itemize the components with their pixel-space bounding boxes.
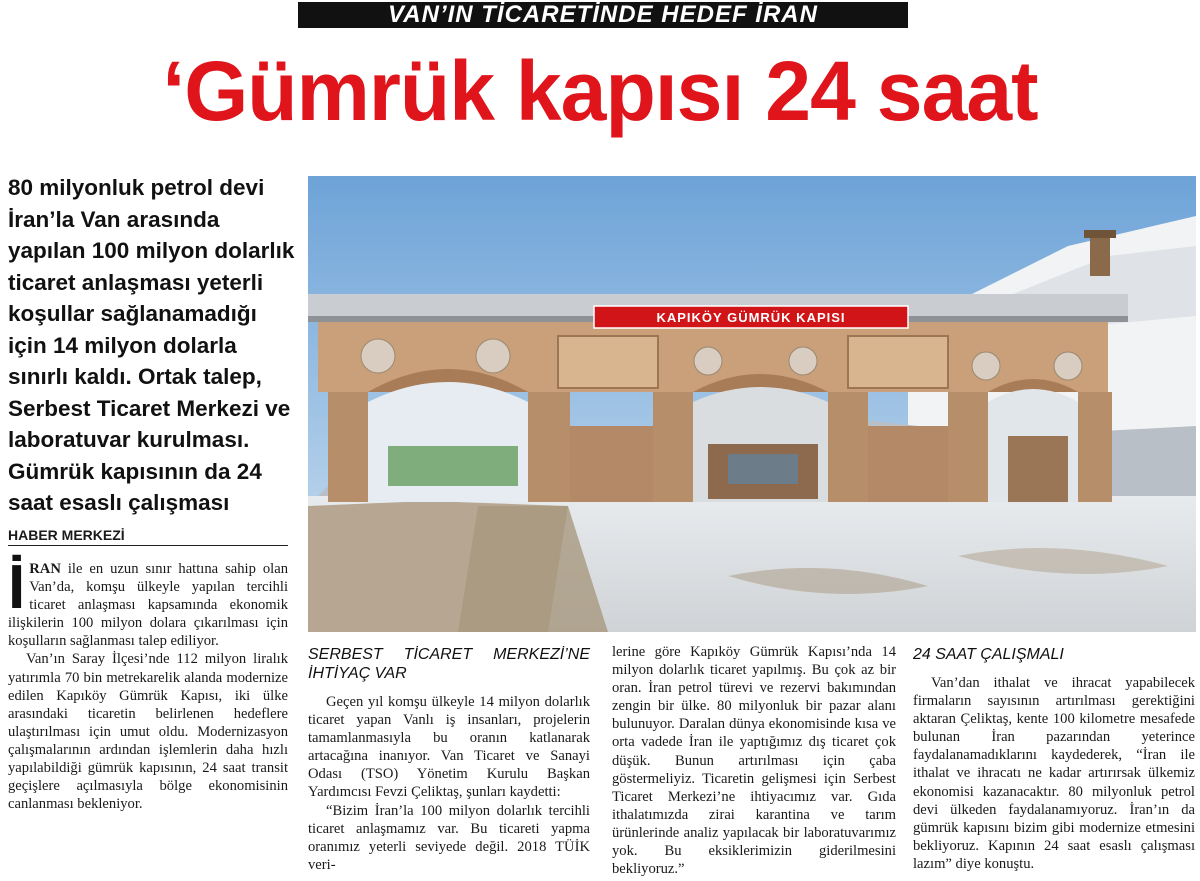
byline: HABER MERKEZİ xyxy=(8,527,288,546)
dropcap: İ xyxy=(8,553,26,622)
customs-gate-photo xyxy=(308,176,1196,632)
headline: ‘Gümrük kapısı 24 saat xyxy=(162,44,1038,138)
section-subhead: 24 SAAT ÇALIŞMALI xyxy=(913,646,1064,663)
paragraph: Van’ın Saray İlçesi’nde 112 milyon liralık yatırımla 70 bin metrekarelik alanda modernize edilen Kapıköy Gümrük Kapısı, iki ülke arasındaki ticaretin belirlenen hedeflere ulaştırılması için umut oldu. Modernizasyon çalışmalarının ardından işlemlerin daha hızlı yapılabildiği gümrük kapısının, 24 saat transit geçişlere açılmasıyla bölge ekonomisinin canlanması bekleniyor. xyxy=(8,651,288,813)
lead-paragraph: 80 milyonluk petrol devi İran’la Van arasında yapılan 100 milyon dolarlık ticaret anlaşması yeterli koşullar sağlanamadığı için 14 milyon dolarla sınırlı kaldı. Ortak talep, Serbest Ticaret Merkezi ve laboratuvar kurulması. Gümrük kapısının da 24 saat esaslı çalışması xyxy=(8,175,295,515)
bold-lead-word: RAN xyxy=(29,561,61,577)
gate-sign-text: KAPIKÖY GÜMRÜK KAPISI xyxy=(656,310,846,325)
section-subhead: SERBEST TİCARET MERKEZİ’NE İHTİYAÇ VAR xyxy=(308,646,590,682)
paragraph: “Bizim İran’la 100 milyon dolarlık tercihli ticaret anlaşmamız var. Bu ticareti yapma oranımız yeterli seviyede değil. 2018 TÜİK veri- xyxy=(308,802,590,873)
article-column-1 xyxy=(8,553,288,813)
article-column-4 xyxy=(913,645,1195,873)
paragraph: ile en uzun sınır hattına sahip olan Van’da, komşu ülkeyle yapılan tercihli ticaret anlaşması kapsamında ekonomik ilişkilerin 100 milyon dolara çıkarılması için koşulların sağlanması talep ediliyor. xyxy=(8,561,288,650)
paragraph: lerine göre Kapıköy Gümrük Kapısı’nda 14 milyon dolarlık ticaret yapılmış. Bu çok az bir oran. İran petrol türevi ve rezervi bakımından zengin bir ülke. 80 milyonluk bir pazar alanı bulunuyor. Daralan dünya ekonomisinde kısa ve orta vadede İran ile yaptığımız dış ticaret çok düşük. Bunun artırılması için çaba göstermeliyiz. Ticaretin gelişmesi için Serbest Ticaret Merkezi’ne ihtiyacımız var. Gıda ithalatımızda zirai karantina ve tarım ürünlerinde analiz yapılacak bir laboratuvarımız yok. Bu eksiklerimizin giderilmesini bekliyoruz.” xyxy=(612,644,896,878)
paragraph: Geçen yıl komşu ülkeyle 14 milyon dolarlık ticaret yapan Vanlı iş insanları, projelerin tamamlanmasıyla bu oranın katlanarak artacağına inanıyor. Van Ticaret ve Sanayi Odası (TSO) Yönetim Kurulu Başkan Yardımcısı Fevzi Çeliktaş, şunları kaydetti: xyxy=(308,694,590,801)
article-column-2 xyxy=(308,645,590,874)
article-column-3 xyxy=(612,643,896,878)
kicker-banner: VAN’IN TİCARETİNDE HEDEF İRAN xyxy=(298,2,908,28)
customs-gate-illustration xyxy=(308,176,1196,632)
paragraph: Van’dan ithalat ve ihracat yapabilecek firmaların sayısının artırılması gerektiğini aktaran Çeliktaş, kente 100 kilometre mesafede bulunan İran pazarından yeterince faydalanamadıklarını kaydederek, “İran ile ithalat ve ihracatı ne kadar artırırsak ülkemiz ekonomisi kazanacaktır. 80 milyonluk petrol devi ülkeden faydalanamıyoruz. İran’ın da gümrük kapısını bizim gibi modernize etmesini bekliyoruz. Kapının 24 saat esaslı çalışması lazım” diye konuştu. xyxy=(913,675,1195,872)
